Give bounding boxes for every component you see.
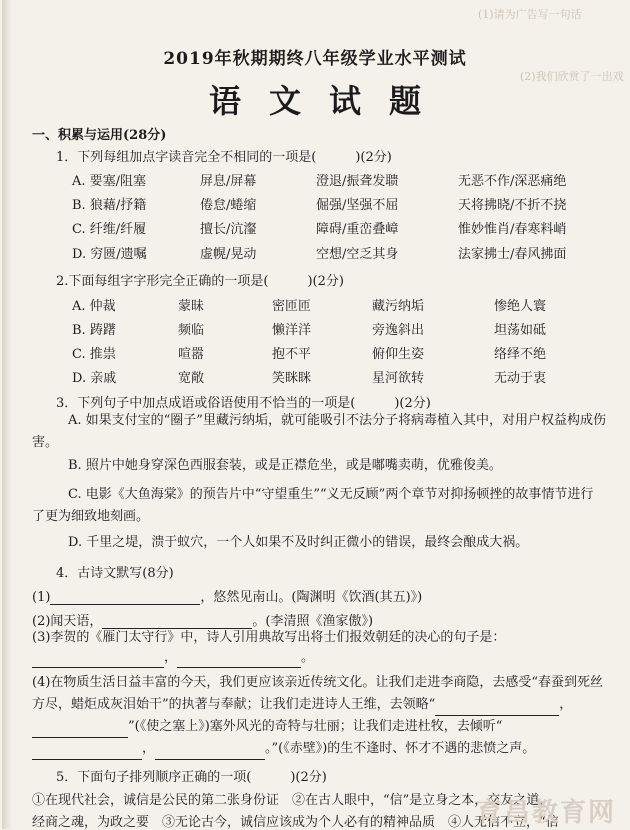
q2-b-4: 旁逸斜出 bbox=[372, 323, 425, 338]
answer-blank-5[interactable] bbox=[435, 701, 559, 716]
q2-d-5: 无动于衷 bbox=[494, 371, 547, 386]
q4-line-4-mid: ”(《使之塞上》)塞外风光的奇特与壮丽；让我们走进杜牧，去倾听“ bbox=[128, 719, 503, 734]
q4-line-4 bbox=[32, 672, 606, 760]
answer-blank-7[interactable] bbox=[32, 745, 142, 760]
answer-blank-4[interactable] bbox=[177, 653, 301, 668]
q4-line-3 bbox=[32, 628, 606, 668]
q4-line-4-text: (4)在物质生活日益丰富的今天，我们更应该亲近传统文化。让我们走进李商隐，去感受“春蚕到死丝方尽，蜡炬成灰泪始干”的执著与奉献；让我们走进诗人王维，去领略“ bbox=[32, 675, 604, 712]
q1-b-1: B. 狼藉/抒籍 bbox=[72, 198, 147, 213]
q2-c-2: 喧嚣 bbox=[178, 347, 205, 362]
q1-b-4: 天将拂晓/不折不挠 bbox=[458, 198, 567, 213]
q4-line-1 bbox=[32, 586, 422, 605]
q2-b-5: 坦荡如砥 bbox=[494, 323, 547, 338]
watermark-logo: 育昌教育网 bbox=[475, 798, 616, 828]
q2-a-4: 藏污纳垢 bbox=[372, 299, 425, 314]
q3-option-d: D. 千里之堤，溃于蚁穴，一个人如果不及时纠正微小的错误，最终会酿成大祸。 bbox=[68, 535, 529, 550]
q4-line-2 bbox=[32, 610, 373, 629]
q4-line-4-end: 。”(《赤壁》)的生不逢时、怀才不遇的悲愤之声。 bbox=[265, 741, 536, 756]
q5-line-1: ①在现代社会，诚信是公民的第二张身份证 ②在古人眼中，“信”是立身之本，交友之道， bbox=[32, 793, 553, 808]
q1-c-2: 擅长/沆瀣 bbox=[200, 222, 257, 237]
q1-c-1: C. 纤维/纤履 bbox=[72, 222, 147, 237]
q4-stem: 4．古诗文默写(8分) bbox=[56, 566, 174, 581]
q3-option-b: B. 照片中她身穿深色西服套装，或是正襟危坐，或是嘟嘴卖萌，优雅俊美。 bbox=[68, 458, 502, 473]
q1-d-1: D. 穷匮/遗嘱 bbox=[72, 247, 147, 262]
q2-d-2: 宽敞 bbox=[178, 371, 205, 386]
q4-line-3-end: 。 bbox=[301, 650, 315, 665]
q3-option-c: C. 电影《大鱼海棠》的预告片中“守望重生”“义无反顾”两个章节对抑扬顿挫的故事情节进行了更为细致地刻画。 bbox=[32, 487, 594, 524]
q2-b-1: B. 踌躇 bbox=[72, 323, 116, 338]
q1-c-3: 障碍/重峦叠嶂 bbox=[316, 222, 399, 237]
q2-a-3: 密匝匝 bbox=[272, 299, 312, 314]
q1-a-3: 澄退/振聋发聩 bbox=[316, 174, 399, 189]
q1-b-2: 倦怠/蜷缩 bbox=[200, 198, 257, 213]
q1-stem: 1．下列每组加点字读音完全不相同的一项是( )(2分) bbox=[56, 150, 392, 165]
q1-d-2: 虚幌/晃动 bbox=[200, 247, 257, 262]
bleed-through-text-1: (1)请为广告写一句话 bbox=[478, 8, 582, 21]
answer-blank-6[interactable] bbox=[32, 723, 128, 738]
page-fold-shadow bbox=[2, 0, 12, 829]
exam-title: 2019年秋期期终八年级学业水平测试 bbox=[163, 49, 467, 69]
q2-a-1: A. 仲裁 bbox=[72, 299, 116, 314]
q2-c-1: C. 推祟 bbox=[72, 347, 116, 362]
q4-line-2-text: (2)闻天语， bbox=[32, 614, 103, 629]
q5-line-2: 经商之魂，为政之要 ③无论古今，诚信应该成为个人必有的精神品质 ④人无信不立，“信 bbox=[32, 815, 559, 830]
q2-c-3: 抱不平 bbox=[272, 347, 312, 362]
q2-c-4: 俯仰生姿 bbox=[372, 347, 425, 362]
q5-stem: 5．下面句子排列顺序正确的一项( )(2分) bbox=[56, 770, 327, 785]
q2-b-2: 频临 bbox=[178, 323, 205, 338]
q2-d-4: 星河欲转 bbox=[372, 371, 425, 386]
q4-line-1-num: (1) bbox=[32, 590, 51, 605]
q3-stem: 3．下列句子中加点成语或俗语使用不恰当的一项是( )(2分) bbox=[56, 396, 431, 411]
answer-blank-8[interactable] bbox=[155, 745, 265, 760]
q2-b-3: 懒洋洋 bbox=[272, 323, 312, 338]
bleed-through-text-2: (2)我们欣赏了一出戏 bbox=[520, 70, 624, 83]
q4-line-3-comma: ， bbox=[164, 650, 178, 665]
q1-a-4: 无恶不作/深恶痛绝 bbox=[458, 174, 567, 189]
q2-c-5: 络绎不绝 bbox=[494, 347, 547, 362]
q2-stem: 2.下面每组字字形完全正确的一项是( )(2分) bbox=[56, 274, 344, 289]
answer-blank-2[interactable] bbox=[102, 614, 252, 629]
q1-b-3: 倔强/坚强不屈 bbox=[316, 198, 399, 213]
q1-d-3: 空想/空乏其身 bbox=[316, 247, 399, 262]
q1-a-2: 屏息/屏幕 bbox=[200, 174, 257, 189]
q3-option-a: A. 如果支付宝的“圈子”里藏污纳垢，就可能吸引不法分子将病毒植入其中，对用户权益构成伤害。 bbox=[32, 413, 606, 450]
q2-a-5: 惨绝人寰 bbox=[494, 299, 547, 314]
answer-blank-1[interactable] bbox=[50, 590, 200, 605]
subject-title: 语文试题 bbox=[208, 82, 449, 120]
q4-line-1-text: ，悠然见南山。(陶渊明《饮酒(其五)》) bbox=[200, 590, 423, 605]
answer-blank-3[interactable] bbox=[32, 653, 164, 668]
q4-line-3-text: (3)李贺的《雁门太守行》中，诗人引用典故写出将士们报效朝廷的决心的句子是： bbox=[32, 630, 506, 645]
q1-a-1: A. 要塞/阻塞 bbox=[72, 174, 147, 189]
q2-d-3: 笑眯眯 bbox=[272, 371, 312, 386]
section-heading: 一、积累与运用(28分) bbox=[32, 128, 167, 143]
q1-c-4: 惟妙惟肖/春寒料峭 bbox=[458, 222, 567, 237]
q2-d-1: D. 亲戚 bbox=[72, 371, 117, 386]
q2-a-2: 蒙昧 bbox=[178, 299, 205, 314]
q4-line-2-source: 。(李清照《渔家傲》) bbox=[252, 614, 374, 629]
q4-line-4-comma-2: ， bbox=[142, 741, 156, 756]
q1-d-4: 法家拂士/春风拂面 bbox=[458, 247, 567, 262]
q4-line-4-comma: ， bbox=[559, 697, 573, 712]
